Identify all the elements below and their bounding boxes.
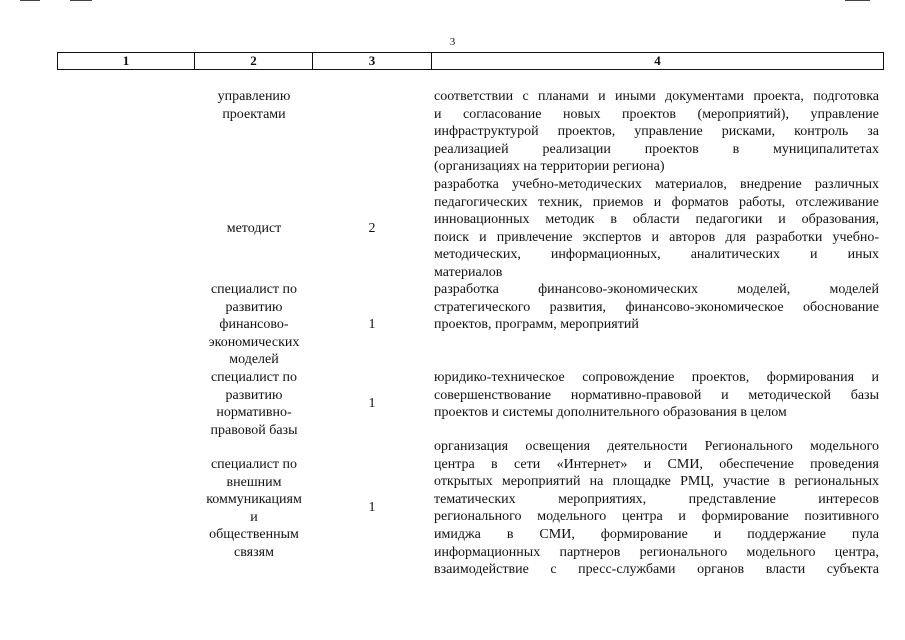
role-cell <box>195 88 313 123</box>
role-cell <box>195 220 313 238</box>
description-line: открытых мероприятий на площадке РМЦ, участие в региональных <box>434 474 879 490</box>
role-line: развитию <box>225 299 283 315</box>
description-line: тематических мероприятиях, представление интересов <box>434 491 879 507</box>
staff-count: 2 <box>368 221 376 236</box>
description-cell <box>434 281 879 334</box>
scan-top-edge <box>845 0 870 1</box>
description-line: юридико-техническое сопровождение проектов, формирования и <box>434 370 879 385</box>
description-line: реализацией реализации проектов в муниципалитетах <box>434 141 879 157</box>
description-line: педагогических техник, приемов и форматов работы, отслеживание <box>434 194 879 210</box>
role-line: методист <box>226 221 282 236</box>
description-line: инфраструктурой проектов, управление рисками, контроль за <box>434 124 879 140</box>
role-line: нормативно- <box>216 405 292 421</box>
role-cell <box>195 456 313 562</box>
role-line: проектами <box>222 106 286 122</box>
description-line: поиск и привлечение экспертов и авторов для разработки учебно- <box>434 229 879 245</box>
role-line: правовой базы <box>210 422 298 438</box>
description-line: совершенствование нормативно-правовой и методической базы <box>434 387 879 403</box>
role-line: финансово- <box>219 317 289 333</box>
column-header-3: 3 <box>313 53 432 69</box>
description-line: и согласование новых проектов (мероприятий), управление <box>434 106 879 122</box>
description-cell <box>434 438 879 579</box>
description-line: материалов <box>434 264 503 280</box>
column-header-1: 1 <box>58 53 195 69</box>
description-line: инновационных методик в области педагогики и образования, <box>434 212 879 228</box>
column-header-4: 4 <box>654 53 661 68</box>
staff-count: 1 <box>368 396 376 411</box>
role-line: внешним <box>226 474 282 490</box>
description-line: проектов и системы дополнительного образования в целом <box>434 405 787 421</box>
role-cell <box>195 369 313 439</box>
staff-count: 1 <box>368 500 376 515</box>
role-line: связям <box>234 544 274 560</box>
description-cell <box>434 369 879 422</box>
description-line: регионального модельного центра и формирование позитивного <box>434 509 879 525</box>
role-line: коммуникациям <box>206 492 302 508</box>
description-line: стратегического развития, финансово-экономическое обоснование <box>434 299 879 315</box>
description-line: организация освещения деятельности Регионального модельного <box>434 439 879 454</box>
description-line: разработка учебно-методических материалов, внедрение различных <box>434 177 879 192</box>
description-line: разработка финансово-экономических моделей, моделей <box>434 282 879 297</box>
role-line: экономических <box>208 334 300 350</box>
role-line: и <box>250 509 258 525</box>
description-line: имиджа в СМИ, формирование и поддержание пула <box>434 526 879 542</box>
role-line: специалист по <box>210 282 298 297</box>
description-cell <box>434 88 879 176</box>
description-line: (организациях на территории региона) <box>434 159 665 175</box>
description-line: информационных партнеров регионального модельного центра, <box>434 544 879 560</box>
description-line: соответствии с планами и иными документами проекта, подготовка <box>434 89 879 104</box>
role-line: специалист по <box>210 457 298 472</box>
page-number: 3 <box>449 36 456 48</box>
role-line: моделей <box>229 352 279 368</box>
scan-top-edge <box>20 0 40 1</box>
role-line: специалист по <box>210 370 298 385</box>
role-cell <box>195 281 313 369</box>
staff-count: 1 <box>368 317 376 332</box>
table-header-row <box>57 52 884 70</box>
role-line: развитию <box>225 387 283 403</box>
description-line: проектов, программ, мероприятий <box>434 317 639 333</box>
description-line: взаимодействие с пресс-службами органов власти субъекта <box>434 562 879 578</box>
role-line: общественным <box>209 527 299 543</box>
description-line: центра в сети «Интернет» и СМИ, обеспечение проведения <box>434 456 879 472</box>
description-cell <box>434 176 879 282</box>
column-header-2: 2 <box>195 53 313 69</box>
role-line: управлению <box>217 89 291 104</box>
description-line: методических, информационных, аналитических и иных <box>434 247 879 263</box>
scan-top-edge <box>70 0 92 1</box>
